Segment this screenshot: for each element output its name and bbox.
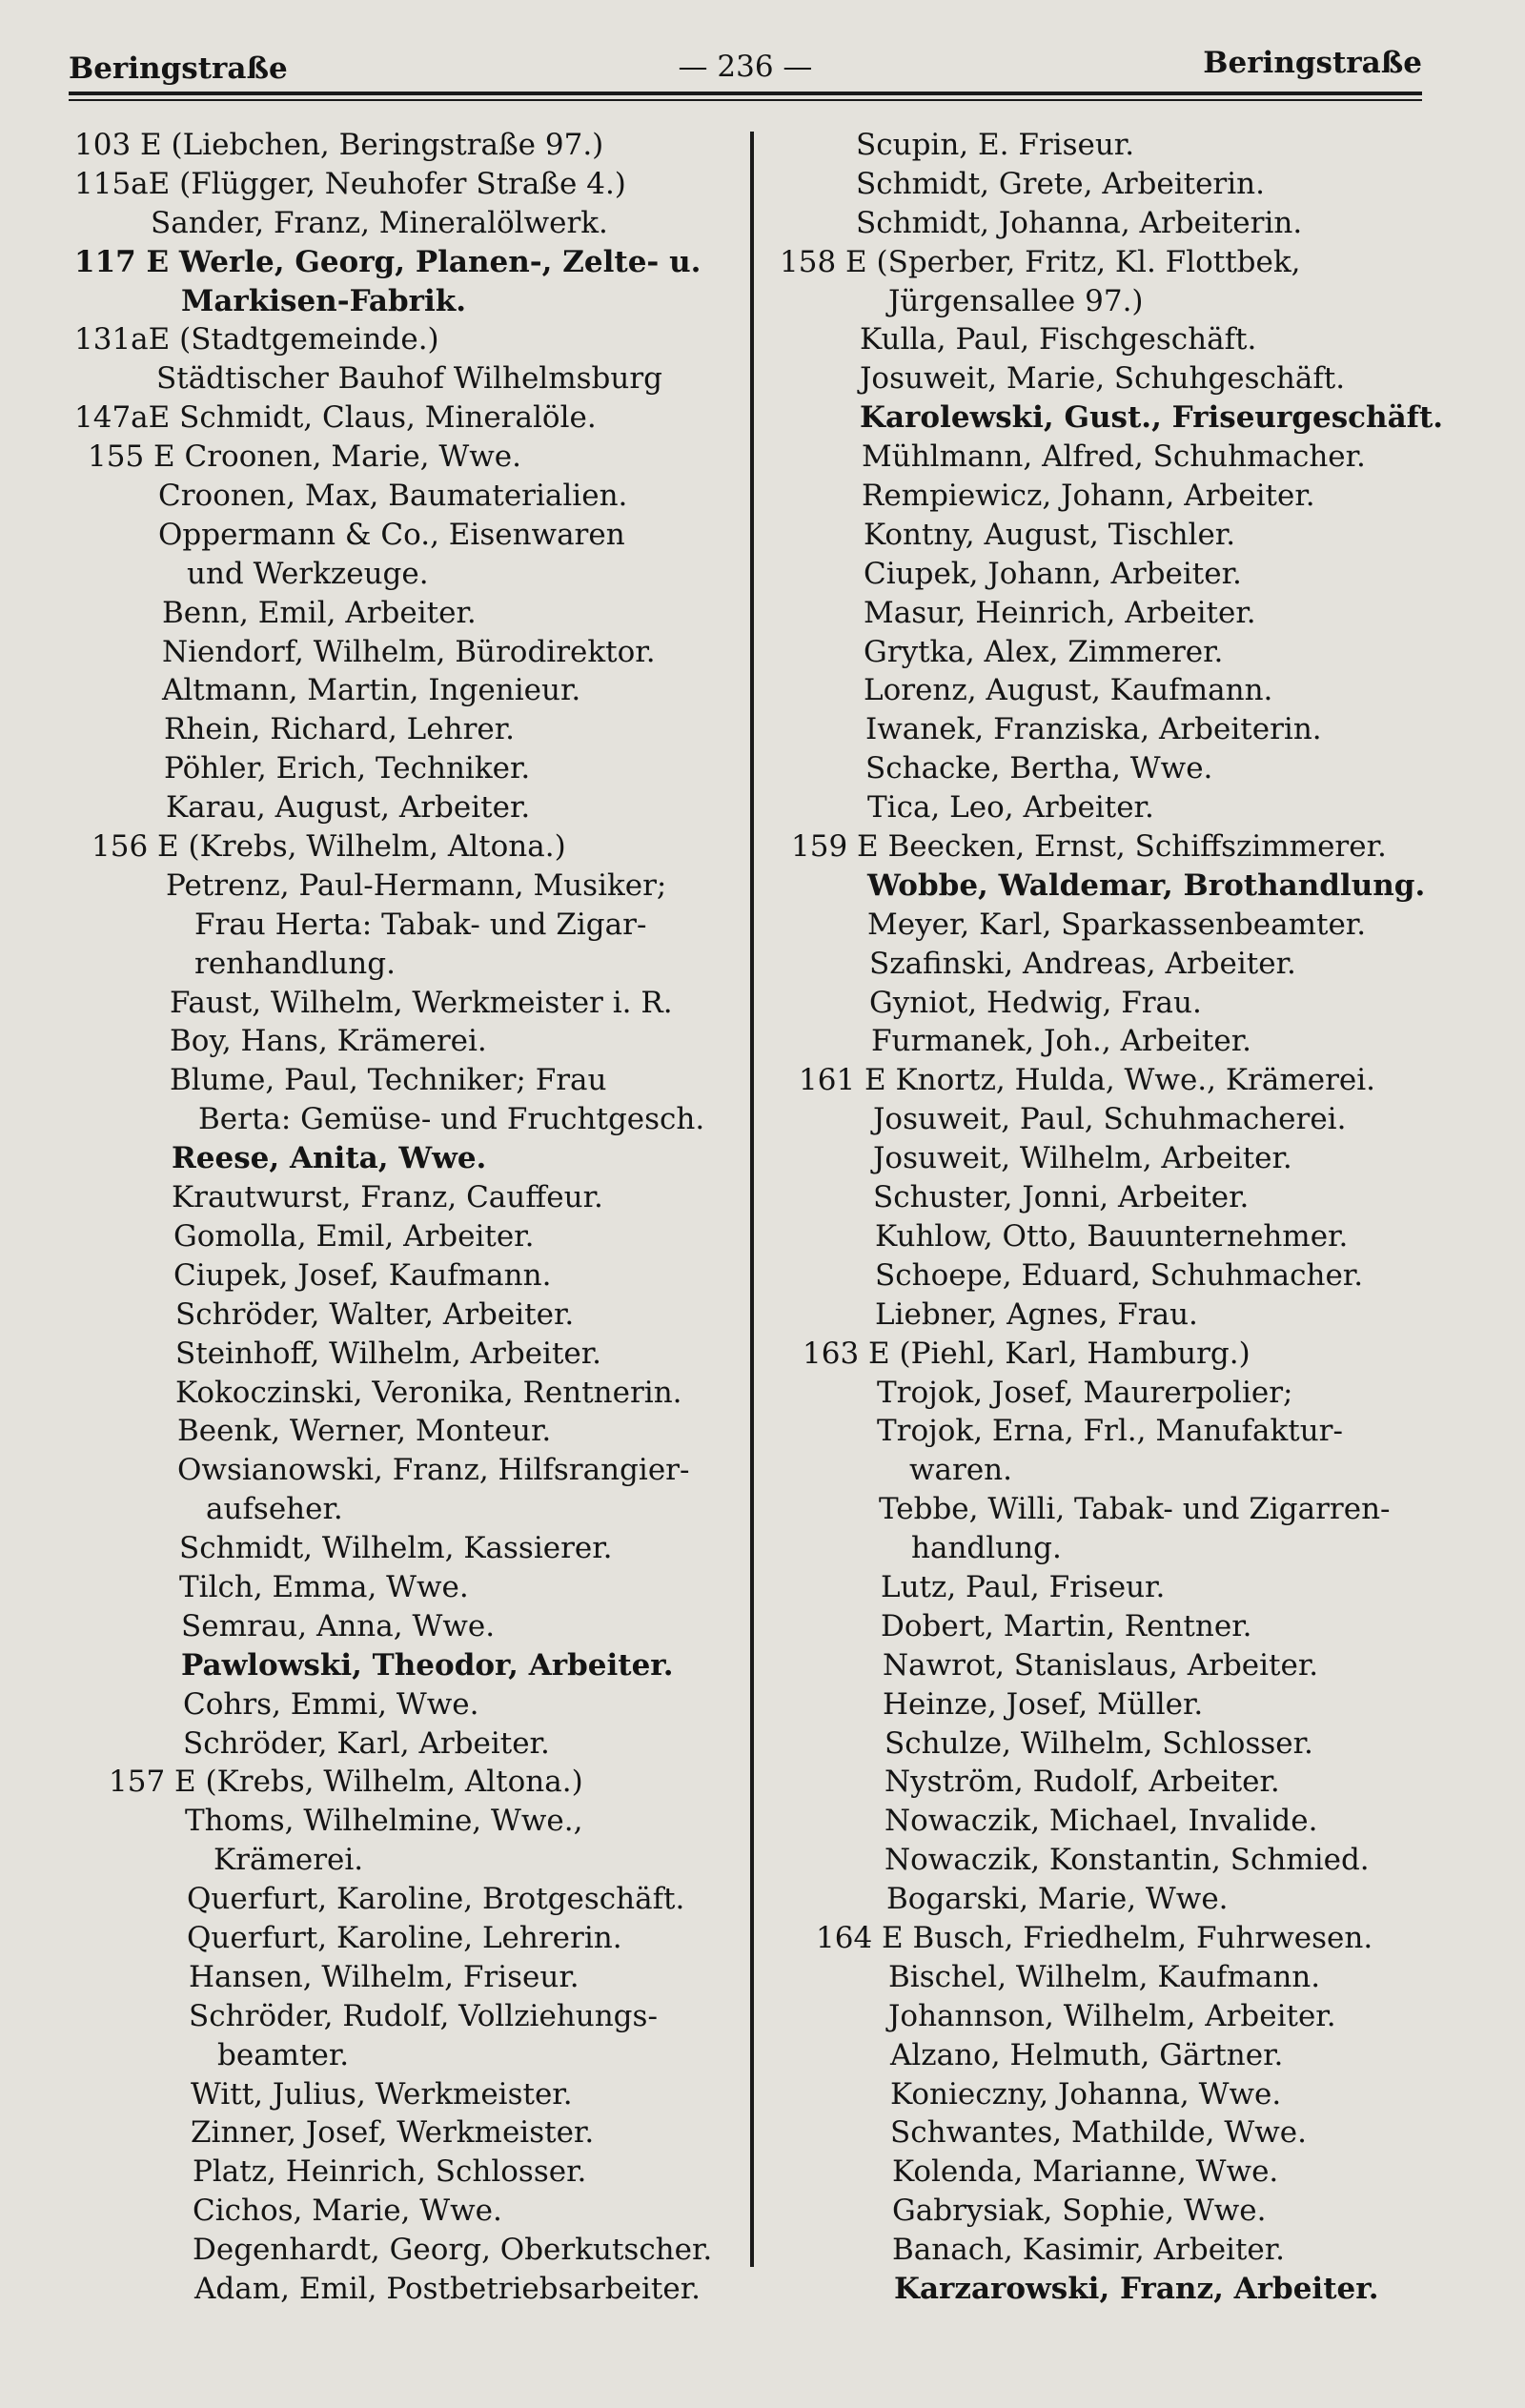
entry-line: Platz, Heinrich, Schlosser. xyxy=(193,2154,587,2190)
entry-line: Tilch, Emma, Wwe. xyxy=(179,1569,469,1604)
entry-line: Lutz, Paul, Friseur. xyxy=(881,1569,1166,1604)
entry-line: Frau Herta: Tabak- und Zigar- xyxy=(194,907,647,942)
entry-line: Schmidt, Grete, Arbeiterin. xyxy=(856,166,1265,201)
entry-line: Iwanek, Franziska, Arbeiterin. xyxy=(865,712,1322,747)
entry-line: 131aE (Stadtgemeinde.) xyxy=(74,322,439,357)
entry-line: Städtischer Bauhof Wilhelmsburg xyxy=(156,361,662,397)
entry-line: Schröder, Karl, Arbeiter. xyxy=(183,1725,550,1761)
entry-line: Ciupek, Josef, Kaufmann. xyxy=(173,1257,552,1293)
entry-line: Karolewski, Gust., Friseurgeschäft. xyxy=(860,400,1444,436)
entry-line: Oppermann & Co., Eisenwaren xyxy=(158,517,625,552)
entry-line: 158 E (Sperber, Fritz, Kl. Flottbek, xyxy=(780,244,1301,279)
entry-line: Benn, Emil, Arbeiter. xyxy=(162,595,477,630)
entry-line: Wobbe, Waldemar, Brothandlung. xyxy=(867,867,1426,903)
entry-line: und Werkzeuge. xyxy=(187,556,429,591)
entry-line: Konieczny, Johanna, Wwe. xyxy=(890,2076,1282,2112)
entry-line: Heinze, Josef, Müller. xyxy=(883,1686,1204,1722)
entry-line: Karau, August, Arbeiter. xyxy=(166,790,531,826)
entry-line: Reese, Anita, Wwe. xyxy=(172,1141,487,1176)
entry-line: Nowaczik, Michael, Invalide. xyxy=(884,1804,1318,1839)
entry-line: Gomolla, Emil, Arbeiter. xyxy=(173,1218,535,1254)
entry-line: Kulla, Paul, Fischgeschäft. xyxy=(860,322,1257,357)
entry-line: 147aE Schmidt, Claus, Mineralöle. xyxy=(74,400,597,436)
entry-line: Dobert, Martin, Rentner. xyxy=(881,1608,1252,1643)
entry-line: Boy, Hans, Krämerei. xyxy=(170,1024,487,1059)
entry-line: Zinner, Josef, Werkmeister. xyxy=(191,2115,595,2151)
entry-line: Adam, Emil, Postbetriebsarbeiter. xyxy=(194,2271,701,2306)
entry-line: Nawrot, Stanislaus, Arbeiter. xyxy=(883,1647,1319,1683)
entry-line: Rhein, Richard, Lehrer. xyxy=(164,712,516,747)
entry-line: aufseher. xyxy=(206,1492,343,1527)
entry-line: Sander, Franz, Mineralölwerk. xyxy=(151,205,608,240)
entry-line: Petrenz, Paul-Hermann, Musiker; xyxy=(166,867,667,903)
entry-line: Banach, Kasimir, Arbeiter. xyxy=(892,2233,1286,2268)
right-column xyxy=(780,126,1447,2309)
header-rule-thin xyxy=(69,99,1422,101)
entry-line: Kontny, August, Tischler. xyxy=(864,517,1236,552)
entry-line: Querfurt, Karoline, Lehrerin. xyxy=(187,1920,622,1955)
entry-line: Steinhoff, Wilhelm, Arbeiter. xyxy=(175,1336,602,1371)
entry-line: Semrau, Anna, Wwe. xyxy=(181,1608,496,1643)
entry-line: Altmann, Martin, Ingenieur. xyxy=(162,673,581,708)
entry-line: Pöhler, Erich, Techniker. xyxy=(164,751,531,786)
entry-line: Kolenda, Marianne, Wwe. xyxy=(892,2154,1279,2190)
entry-line: Berta: Gemüse- und Fruchtgesch. xyxy=(198,1102,705,1137)
entry-line: Josuweit, Wilhelm, Arbeiter. xyxy=(873,1141,1292,1176)
entry-line: Blume, Paul, Techniker; Frau xyxy=(170,1063,607,1098)
entry-line: Trojok, Josef, Maurerpolier; xyxy=(877,1375,1293,1410)
entry-line: Gyniot, Hedwig, Frau. xyxy=(869,985,1202,1020)
entry-line: Bischel, Wilhelm, Kaufmann. xyxy=(888,1959,1321,1994)
entry-line: 159 E Beecken, Ernst, Schiffszimmerer. xyxy=(791,829,1387,865)
entry-line: renhandlung. xyxy=(194,946,396,981)
entry-line: Ciupek, Johann, Arbeiter. xyxy=(864,556,1242,591)
entry-line: Schulze, Wilhelm, Schlosser. xyxy=(884,1725,1313,1761)
entry-line: Szafinski, Andreas, Arbeiter. xyxy=(869,946,1296,981)
entry-line: Nyström, Rudolf, Arbeiter. xyxy=(884,1765,1280,1800)
entry-line: Croonen, Max, Baumaterialien. xyxy=(158,479,628,514)
entry-line: beamter. xyxy=(217,2037,350,2072)
entry-line: Niendorf, Wilhelm, Bürodirektor. xyxy=(162,634,656,669)
entry-line: Cichos, Marie, Wwe. xyxy=(193,2194,502,2229)
entry-line: Krämerei. xyxy=(214,1843,364,1878)
entry-line: Masur, Heinrich, Arbeiter. xyxy=(864,595,1256,630)
entry-line: Witt, Julius, Werkmeister. xyxy=(191,2076,573,2112)
entry-line: Liebner, Agnes, Frau. xyxy=(875,1296,1198,1332)
entry-line: 115aE (Flügger, Neuhofer Straße 4.) xyxy=(74,166,626,201)
entry-line: 164 E Busch, Friedhelm, Fuhrwesen. xyxy=(816,1920,1373,1955)
entry-line: Hansen, Wilhelm, Friseur. xyxy=(189,1959,580,1994)
entry-line: 163 E (Piehl, Karl, Hamburg.) xyxy=(803,1336,1250,1371)
entry-line: Tica, Leo, Arbeiter. xyxy=(867,790,1154,826)
entry-line: Tebbe, Willi, Tabak- und Zigarren- xyxy=(879,1492,1391,1527)
entry-line: Meyer, Karl, Sparkassenbeamter. xyxy=(867,907,1367,942)
entry-line: Degenhardt, Georg, Oberkutscher. xyxy=(193,2233,713,2268)
entry-line: Nowaczik, Konstantin, Schmied. xyxy=(884,1843,1370,1878)
entry-line: Rempiewicz, Johann, Arbeiter. xyxy=(862,479,1315,514)
entry-line: Gabrysiak, Sophie, Wwe. xyxy=(892,2194,1267,2229)
entry-line: Karzarowski, Franz, Arbeiter. xyxy=(894,2271,1379,2306)
entry-line: 161 E Knortz, Hulda, Wwe., Krämerei. xyxy=(799,1063,1375,1098)
entry-line: Schmidt, Wilhelm, Kassierer. xyxy=(179,1531,613,1566)
entry-line: Krautwurst, Franz, Cauffeur. xyxy=(172,1180,603,1215)
entry-line: Grytka, Alex, Zimmerer. xyxy=(864,634,1224,669)
entry-line: 117 E Werle, Georg, Planen-, Zelte- u. xyxy=(74,244,702,279)
entry-line: Querfurt, Karoline, Brotgeschäft. xyxy=(187,1882,685,1917)
entry-line: Schwantes, Mathilde, Wwe. xyxy=(890,2115,1307,2151)
entry-line: waren. xyxy=(909,1453,1013,1488)
entry-line: Schröder, Rudolf, Vollziehungs- xyxy=(189,1998,658,2033)
entry-line: Thoms, Wilhelmine, Wwe., xyxy=(185,1804,583,1839)
entry-line: 103 E (Liebchen, Beringstraße 97.) xyxy=(74,128,604,162)
header-street-left: Beringstraße xyxy=(69,51,288,86)
entry-line: Josuweit, Paul, Schuhmacherei. xyxy=(873,1102,1347,1137)
entry-line: Faust, Wilhelm, Werkmeister i. R. xyxy=(170,985,673,1020)
page-header xyxy=(69,46,1422,95)
entry-line: Beenk, Werner, Monteur. xyxy=(177,1414,552,1449)
entry-line: Jürgensallee 97.) xyxy=(888,283,1144,318)
entry-line: Furmanek, Joh., Arbeiter. xyxy=(871,1024,1251,1059)
entry-line: Kokoczinski, Veronika, Rentnerin. xyxy=(175,1375,682,1410)
entry-line: Schoepe, Eduard, Schuhmacher. xyxy=(875,1257,1364,1293)
entry-line: handlung. xyxy=(911,1531,1062,1566)
entry-line: Bogarski, Marie, Wwe. xyxy=(886,1882,1229,1917)
column-divider xyxy=(750,132,754,2267)
entry-line: Scupin, E. Friseur. xyxy=(856,128,1135,162)
entry-line: Kuhlow, Otto, Bauunternehmer. xyxy=(875,1218,1349,1254)
entry-line: Schuster, Jonni, Arbeiter. xyxy=(873,1180,1250,1215)
entry-line: Schacke, Bertha, Wwe. xyxy=(865,751,1213,786)
entry-line: Pawlowski, Theodor, Arbeiter. xyxy=(181,1647,674,1683)
entry-line: Cohrs, Emmi, Wwe. xyxy=(183,1686,479,1722)
left-column xyxy=(74,126,742,2309)
entry-line: Schmidt, Johanna, Arbeiterin. xyxy=(856,205,1303,240)
entry-line: Johannson, Wilhelm, Arbeiter. xyxy=(888,1998,1336,2033)
entry-line: Trojok, Erna, Frl., Manufaktur- xyxy=(877,1414,1343,1449)
page-number: — 236 — xyxy=(678,50,813,84)
entry-line: 156 E (Krebs, Wilhelm, Altona.) xyxy=(92,829,566,865)
header-street-right: Beringstraße xyxy=(1203,46,1422,80)
entry-line: Mühlmann, Alfred, Schuhmacher. xyxy=(862,439,1366,475)
entry-line: 155 E Croonen, Marie, Wwe. xyxy=(88,439,521,475)
entry-line: Lorenz, August, Kaufmann. xyxy=(864,673,1273,708)
header-rule-thick xyxy=(69,92,1422,95)
entry-line: Alzano, Helmuth, Gärtner. xyxy=(890,2037,1284,2072)
entry-line: Josuweit, Marie, Schuhgeschäft. xyxy=(860,361,1346,397)
entry-line: Schröder, Walter, Arbeiter. xyxy=(175,1296,575,1332)
entry-line: Owsianowski, Franz, Hilfsrangier- xyxy=(177,1453,690,1488)
entry-line: Markisen-Fabrik. xyxy=(181,283,467,318)
entry-line: 157 E (Krebs, Wilhelm, Altona.) xyxy=(109,1765,583,1800)
